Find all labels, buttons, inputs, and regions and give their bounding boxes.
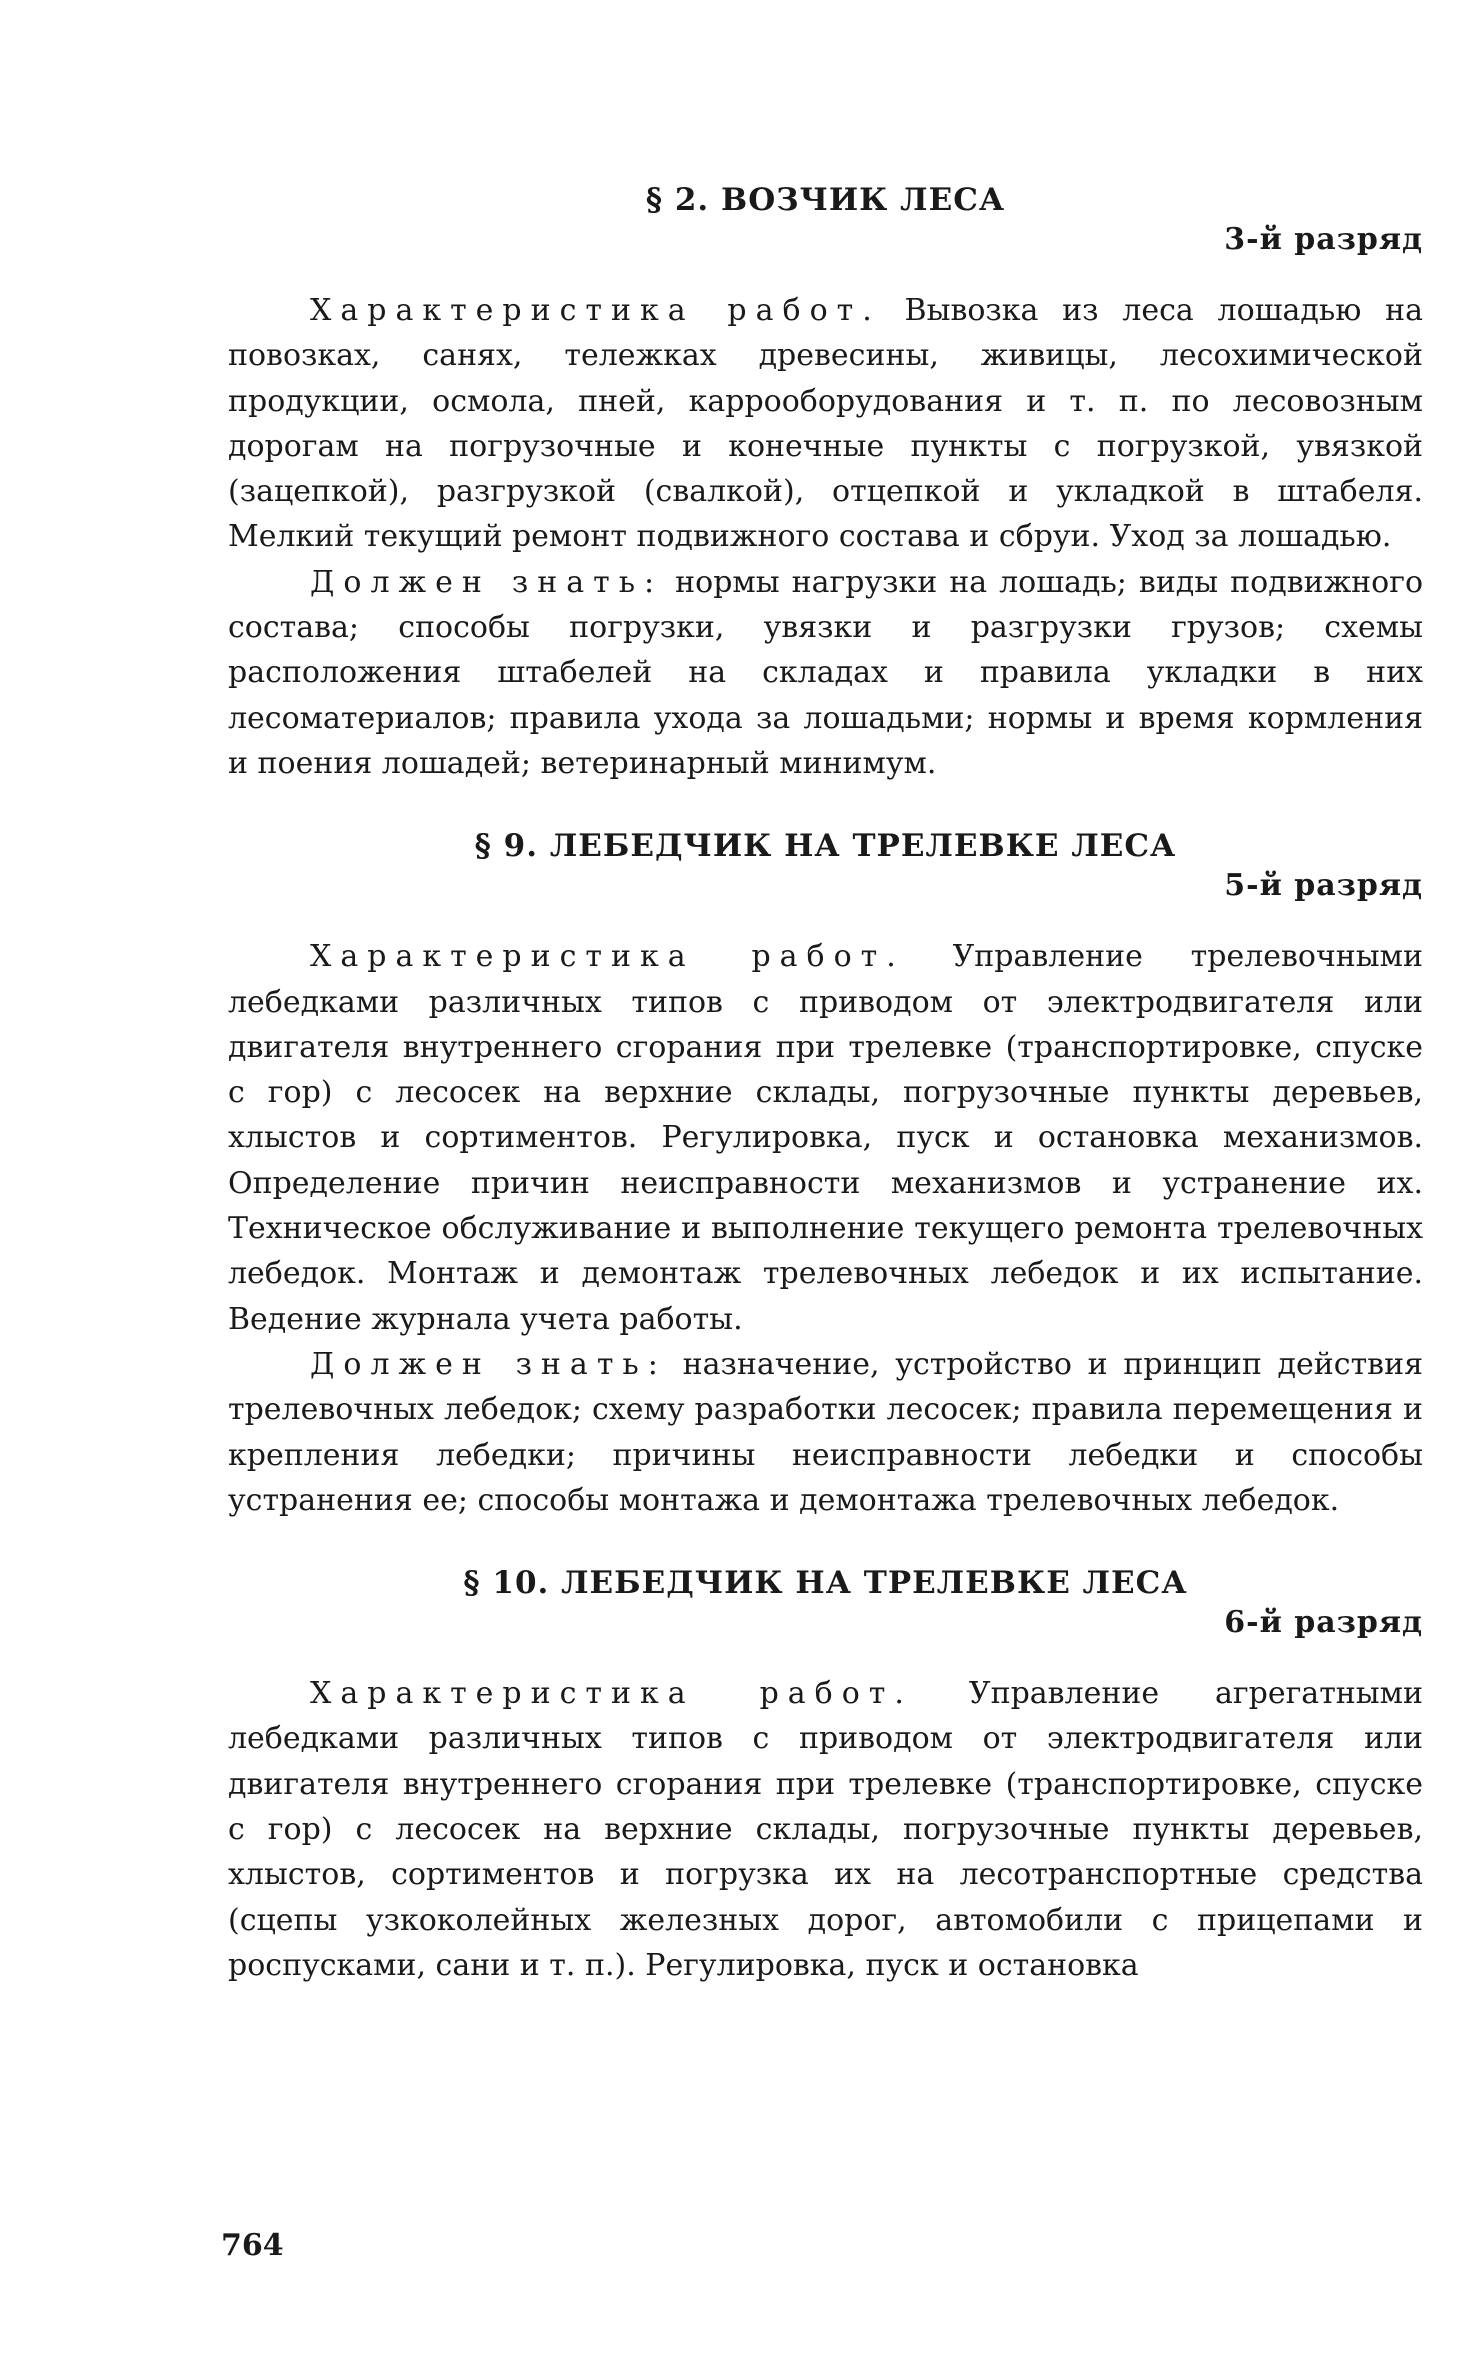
paragraph-text: Управление агрегатными лебедками различных типов с приводом от электродвигателя или двигателя внутреннего сгорания при трелевке (транспортировке, спуске с гор) с лесосек на верхние склады, погрузочные пункты деревьев, хлыстов, сортиментов и погрузка их на лесотранспортные средства (сцепы узкоколейных железных дорог, автомобили с прицепами и роспусками, сани и т. п.). Регулировка, пуск и остановка <box>228 1676 1423 1983</box>
section-2 <box>228 180 1423 786</box>
paragraph <box>228 288 1423 560</box>
section-heading: § 2. ВОЗЧИК ЛЕСА <box>645 182 1006 218</box>
paragraph <box>228 560 1423 786</box>
paragraph-text: назначение, устройство и принцип действия трелевочных лебедок; схему разработки лесосек; правила перемещения и крепления лебедки; причины неисправности лебедки и способы устранения ее; способы монтажа и демонтажа трелевочных лебедок. <box>228 1346 1423 1518</box>
section-heading: § 9. ЛЕБЕДЧИК НА ТРЕЛЕВКЕ ЛЕСА <box>474 828 1177 865</box>
page-content <box>228 180 1423 2028</box>
paragraph <box>228 934 1423 1342</box>
section-10 <box>228 1563 1423 1988</box>
section-grade: 3-й разряд <box>1224 222 1423 257</box>
section-grade: 5-й разряд <box>1224 868 1423 904</box>
paragraph-text: нормы нагрузки на лошадь; виды подвижного состава; способы погрузки, увязки и разгрузки грузов; схемы расположения штабелей на складах и правила укладки в них лесоматериалов; правила ухода за лошадьми; нормы и время кормления и поения лошадей; ветеринарный минимум. <box>228 564 1424 781</box>
paragraph-lead: Должен знать: <box>310 1346 667 1382</box>
paragraph-text: Вывозка из леса лошадью на повозках, санях, тележках древесины, живицы, лесохимической продукции, осмола, пней, каррооборудования и т. п. по лесовозным дорогам на погрузочные и конечные пункты с погрузкой, увязкой (зацепкой), разгрузкой (свалкой), отцепкой и укладкой в штабеля. Мелкий текущий ремонт подвижного состава и сбруи. Уход за лошадью. <box>228 293 1423 555</box>
section-9 <box>228 826 1423 1523</box>
paragraph-lead: Характеристика работ. <box>310 1676 913 1712</box>
paragraph-lead: Должен знать: <box>310 564 664 600</box>
paragraph-lead: Характеристика работ. <box>310 293 881 328</box>
paragraph <box>228 1671 1423 1988</box>
paragraph-text: Управление трелевочными лебедками различных типов с приводом от электродвигателя или двигателя внутреннего сгорания при трелевке (транспортировке, спуске с гор) с лесосек на верхние склады, погрузочные пункты деревьев, хлыстов и сортиментов. Регулировка, пуск и остановка механизмов. Определение причин неисправности механизмов и устранение их. Техническое обслуживание и выполнение текущего ремонта трелевочных лебедок. Монтаж и демонтаж трелевочных лебедок и их испытание. Ведение журнала учета работы. <box>228 939 1423 1337</box>
paragraph-lead: Характеристика работ. <box>310 939 905 975</box>
paragraph <box>228 1342 1423 1523</box>
page-number: 764 <box>221 2228 284 2263</box>
section-heading: § 10. ЛЕБЕДЧИК НА ТРЕЛЕВКЕ ЛЕСА <box>463 1565 1188 1602</box>
section-grade: 6-й разряд <box>1224 1605 1423 1641</box>
